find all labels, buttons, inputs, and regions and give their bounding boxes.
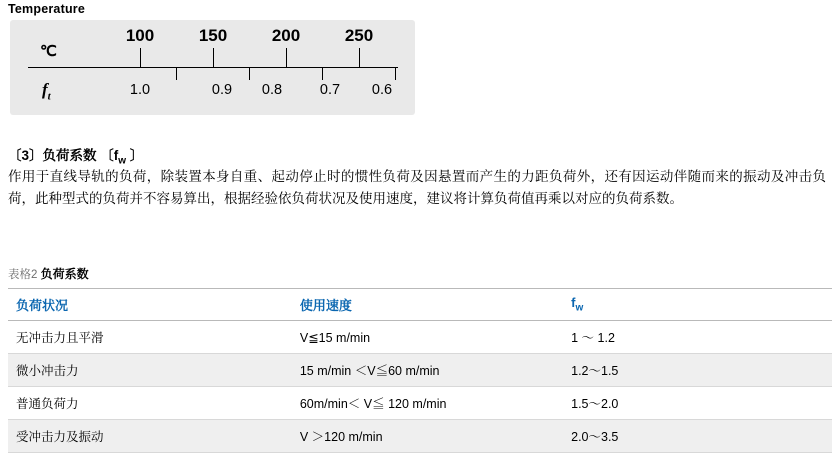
cell-fw: 1.5～2.0	[563, 387, 832, 420]
cell-speed: V≦15 m/min	[292, 321, 563, 354]
cell-speed: 15 m/min ＜V≦60 m/min	[292, 354, 563, 387]
scale-bottom-label: 1.0	[129, 82, 151, 98]
section-heading-subscript: w	[118, 155, 127, 167]
scale-top-label: 250	[344, 26, 374, 45]
load-factor-table	[8, 288, 832, 453]
scale-bottom-label: 0.6	[371, 82, 393, 98]
ft-symbol	[42, 80, 51, 102]
scale-tick-major	[213, 48, 214, 67]
celsius-unit-label: ℃	[40, 43, 57, 60]
cell-speed: 60m/min＜ V≦ 120 m/min	[292, 387, 563, 420]
section-heading-prefix: 〔3〕负荷系数 〔f	[8, 148, 119, 163]
scale-tick-major	[359, 48, 360, 67]
temperature-scale-figure	[10, 20, 415, 115]
cell-condition: 无冲击力且平滑	[8, 321, 292, 354]
column-header-fw	[563, 289, 832, 321]
scale-tick-minor	[176, 67, 177, 80]
table-row	[8, 354, 832, 387]
cell-fw: 1.2～1.5	[563, 354, 832, 387]
scale-tick-minor	[249, 67, 250, 80]
scale-top-label: 150	[198, 26, 228, 45]
cell-condition: 微小冲击力	[8, 354, 292, 387]
column-header-fw-letter: f	[571, 295, 576, 311]
table-header-row	[8, 289, 832, 321]
column-header-condition: 负荷状况	[8, 289, 292, 321]
cell-condition: 受冲击力及振动	[8, 420, 292, 453]
ft-symbol-subscript: t	[47, 90, 51, 103]
cell-fw: 2.0～3.5	[563, 420, 832, 453]
table-row	[8, 420, 832, 453]
table-caption	[8, 265, 89, 282]
table-caption-label: 表格2	[8, 269, 38, 281]
section-heading-suffix: 〕	[126, 148, 144, 163]
cell-fw: 1 ～ 1.2	[563, 321, 832, 354]
temperature-title: Temperature	[8, 2, 85, 16]
section-paragraph: 作用于直线导轨的负荷，除装置本身自重、起动停止时的惯性负荷及因悬置而产生的力距负荷外，还有因运动伴随而来的振动及冲击负荷，此种型式的负荷并不容易算出，根据经验依负荷状况及使用速度，建议将计算负荷值再乘以对应的负荷系数。	[8, 169, 826, 206]
cell-condition: 普通负荷力	[8, 387, 292, 420]
scale-top-label: 100	[125, 26, 155, 45]
scale-tick-minor	[395, 67, 396, 80]
table-row	[8, 387, 832, 420]
scale-bottom-label: 0.9	[211, 82, 233, 98]
scale-bottom-label: 0.8	[261, 82, 283, 98]
scale-tick-major	[286, 48, 287, 67]
column-header-fw-subscript: w	[575, 302, 584, 314]
scale-tick-minor	[322, 67, 323, 80]
scale-tick-major	[140, 48, 141, 67]
cell-speed: V ＞120 m/min	[292, 420, 563, 453]
scale-top-label: 200	[271, 26, 301, 45]
section-heading	[8, 144, 143, 167]
ft-symbol-letter: f	[42, 80, 48, 99]
table-row	[8, 321, 832, 354]
scale-axis-line	[28, 67, 398, 68]
column-header-speed: 使用速度	[292, 289, 563, 321]
scale-bottom-label: 0.7	[319, 82, 341, 98]
table-caption-title: 负荷系数	[40, 267, 89, 281]
